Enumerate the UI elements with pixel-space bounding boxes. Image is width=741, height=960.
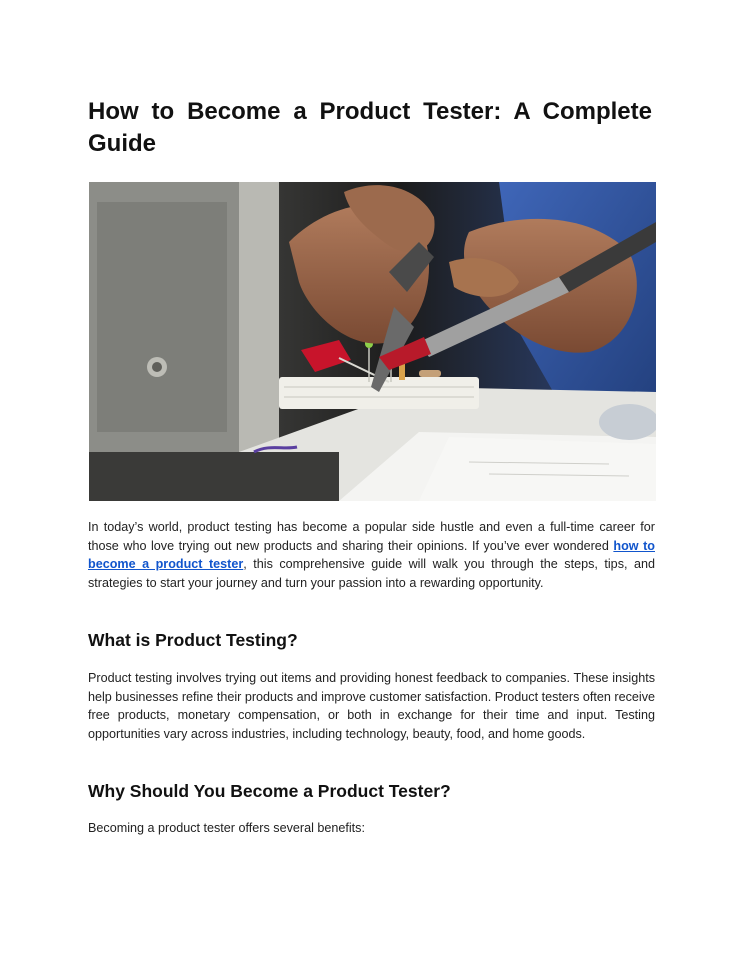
article-title: How to Become a Product Tester: A Complete Guide bbox=[88, 98, 652, 157]
section-why-body: Becoming a product tester offers several benefits: bbox=[88, 821, 365, 835]
section-heading-what-is: What is Product Testing? bbox=[88, 630, 298, 650]
hero-image bbox=[89, 182, 656, 501]
section-what-is-body: Product testing involves trying out items and providing honest feedback to companies. These insights help businesses refine their products and improve customer satisfaction. Product testers often receive free products, monetary compensation, or both in exchange for their time and input. Testing opportunities vary across industries, including technology, beauty, food, and home goods. bbox=[88, 671, 656, 741]
intro-text-end: , this comprehensive guide will walk you through the steps, tips, and strategies to start your journey and turn your passion into a rewarding opportunity. bbox=[88, 557, 655, 590]
product-tester-link[interactable]: how to become a product tester bbox=[88, 538, 655, 572]
intro-text-start: In today’s world, product testing has become a popular side hustle and even a full-time career for those who love trying out new products and sharing their opinions. If you’ve ever wondered bbox=[88, 520, 655, 553]
section-heading-why: Why Should You Become a Product Tester? bbox=[88, 781, 451, 801]
intro-paragraph bbox=[88, 518, 655, 592]
multimeter-testing-photo-icon bbox=[89, 182, 656, 501]
